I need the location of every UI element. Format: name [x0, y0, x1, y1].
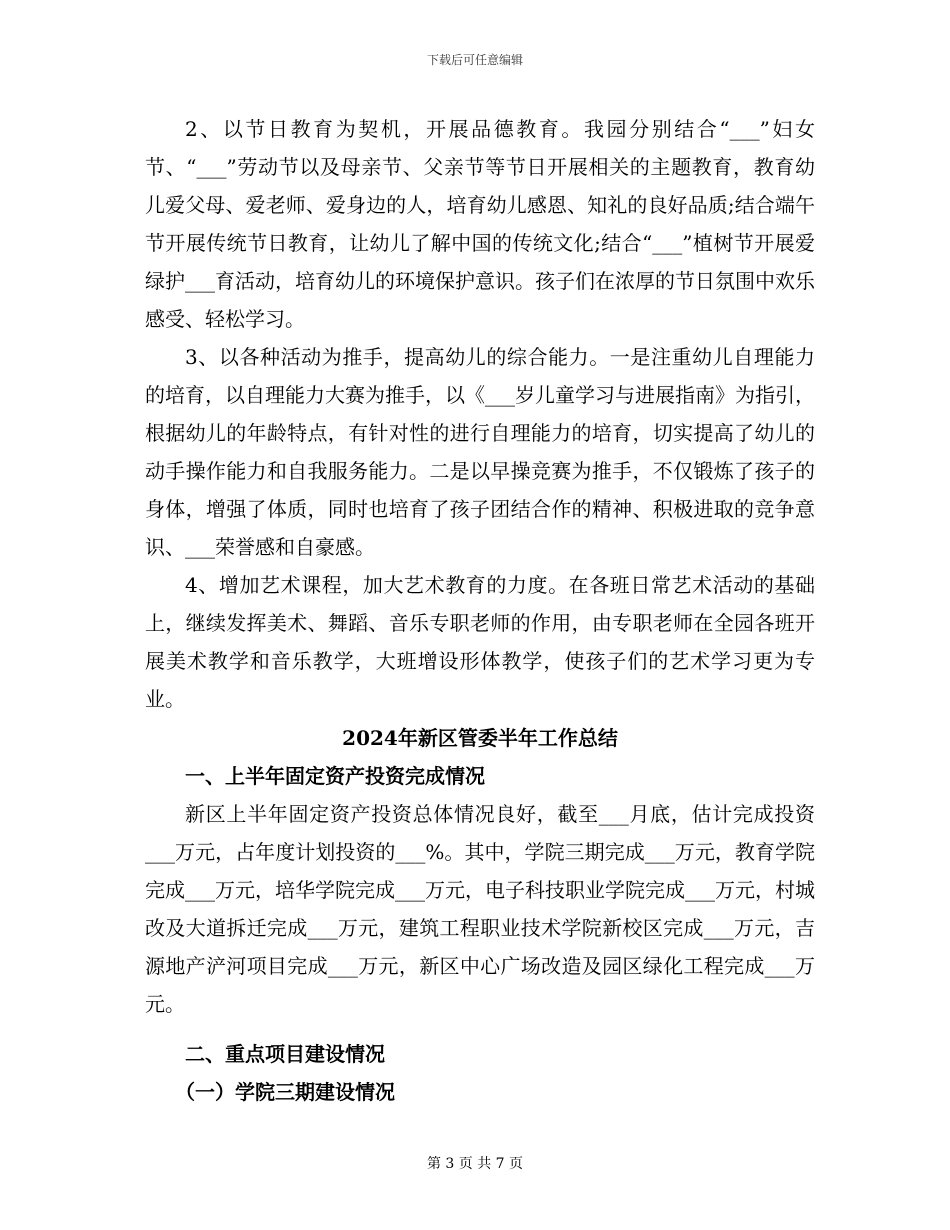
section-heading-investment: 一、上半年固定资产投资完成情况 [185, 764, 485, 788]
document-title: 2024年新区管委半年工作总结 [342, 726, 618, 750]
paragraph-investment: 新区上半年固定资产投资总体情况良好，截至___月底，估计完成投资___万元，占年度计划投资的___%。其中，学院三期完成___万元，教育学院完成___万元，培华学院完成___万元，电子科技职业学院完成___万元，村城改及大道拆迁完成___万元，建筑工程职业技术学院新校区完成___万元，吉源地产浐河项目完成___万元，新区中心广场改造及园区绿化工程完成___万元。 [145, 802, 815, 1016]
document-body [145, 110, 815, 1111]
paragraph-activities: 3、以各种活动为推手，提高幼儿的综合能力。一是注重幼儿自理能力的培育，以自理能力大赛为推手，以《___岁儿童学习与进展指南》为指引，根据幼儿的年龄特点，有针对性的进行自理能力的培育，切实提高了幼儿的动手操作能力和自我服务能力。二是以早操竞赛为推手，不仅锻炼了孩子的身体，增强了体质，同时也培育了孩子团结合作的精神、积极进取的竞争意识、___荣誉感和自豪感。 [145, 345, 815, 559]
paragraph-festival-education: 2、以节日教育为契机，开展品德教育。我园分别结合“___”妇女节、“___”劳动节以及母亲节、父亲节等节日开展相关的主题教育，教育幼儿爱父母、爱老师、爱身边的人，培育幼儿感恩、知礼的良好品质;结合端午节开展传统节日教育，让幼儿了解中国的传统文化;结合“___”植树节开展爱绿护___育活动，培育幼儿的环境保护意识。孩子们在浓厚的节日氛围中欢乐感受、轻松学习。 [145, 117, 815, 331]
paragraph-art-courses: 4、增加艺术课程，加大艺术教育的力度。在各班日常艺术活动的基础上，继续发挥美术、舞蹈、音乐专职老师的作用，由专职老师在全园各班开展美术教学和音乐教学，大班增设形体教学，使孩子们的艺术学习更为专业。 [145, 573, 815, 711]
page-number: 第 3 页 共 7 页 [426, 1156, 524, 1172]
section-heading-key-projects: 二、重点项目建设情况 [185, 1042, 385, 1066]
header-note: 下载后可任意编辑 [426, 53, 523, 67]
subsection-heading-phase3: （一）学院三期建设情况 [175, 1080, 395, 1104]
